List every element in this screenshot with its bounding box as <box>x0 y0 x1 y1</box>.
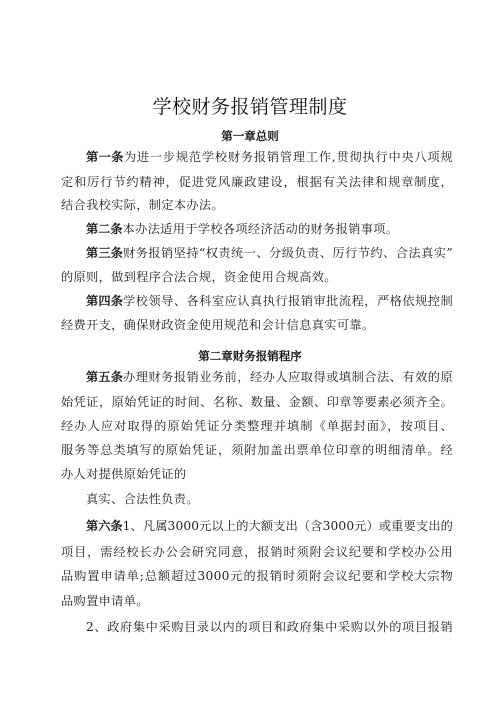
article-2-text: 本办法适用于学校各项经济活动的财务报销事项。 <box>122 222 399 236</box>
chapter-heading-1: 第一章总则 <box>221 129 279 143</box>
article-6-label: 第六条 <box>86 519 123 533</box>
article-1-text: 为进一步规范学校财务报销管理工作,贯彻执行中央八项规 <box>123 150 453 164</box>
article-1-line-3: 结合我校实际，制定本办法。 <box>61 198 224 212</box>
article-6-line-1 <box>86 519 453 533</box>
article-3-line-2: 的原则，做到程序合法合规，资金使用合规高效。 <box>61 270 337 284</box>
article-3-label: 第三条 <box>86 246 123 260</box>
article-5-label: 第五条 <box>86 370 124 384</box>
article-1-line-1 <box>86 150 453 164</box>
document-title: 学校财务报销管理制度 <box>152 96 348 118</box>
article-4-line-1 <box>86 294 453 308</box>
article-5-line-6: 真实、合法性负责。 <box>86 492 199 506</box>
article-3-text: 财务报销坚持“权责统一、分级负责、厉行节约、合法真实” <box>122 246 453 260</box>
article-4-line-2: 经费开支，确保财政资金使用规范和会计信息真实可靠。 <box>61 318 375 332</box>
article-5-line-3: 经办人应对取得的原始凭证分类整理并填制《单据封面》，按项目、 <box>61 419 453 433</box>
article-5-text: 办理财务报销业务前，经办人应取得或填制合法、有效的原 <box>123 370 453 384</box>
article-6-text: 1、凡属3000元以上的大额支出（含3000元）或重要支出的 <box>122 519 453 533</box>
article-6-line-2: 项目，需经校长办公会研究同意，报销时须附会议纪要和学校办公用 <box>61 545 453 559</box>
article-3-line-1 <box>86 246 453 260</box>
article-6-line-3: 品购置申请单;总额超过3000元的报销时须附会议纪要和学校大宗物 <box>61 569 453 583</box>
article-1-label: 第一条 <box>86 150 124 164</box>
article-2-line-1 <box>86 222 453 236</box>
article-4-label: 第四条 <box>86 294 124 308</box>
chapter-heading-2: 第二章财务报销程序 <box>198 349 302 363</box>
article-6-line-5: 2、政府集中采购目录以内的项目和政府集中采购以外的项目报销 <box>86 620 453 634</box>
article-5-line-2: 始凭证，原始凭证的时间、名称、数量、金额、印章等要素必须齐全。 <box>61 395 453 409</box>
article-4-text: 学校领导、各科室应认真执行报销审批流程，严格依规控制 <box>123 294 453 308</box>
article-1-line-2: 定和厉行节约精神，促进党风廉政建设，根据有关法律和规章制度， <box>61 175 453 189</box>
article-5-line-5: 办人对提供原始凭证的 <box>61 467 187 481</box>
article-6-line-4: 品购置申请单。 <box>61 594 149 608</box>
article-5-line-1 <box>86 370 453 384</box>
article-2-label: 第二条 <box>86 222 123 236</box>
article-5-line-4: 服务等总类填写的原始凭证，须附加盖出票单位印章的明细清单。经 <box>61 443 453 457</box>
